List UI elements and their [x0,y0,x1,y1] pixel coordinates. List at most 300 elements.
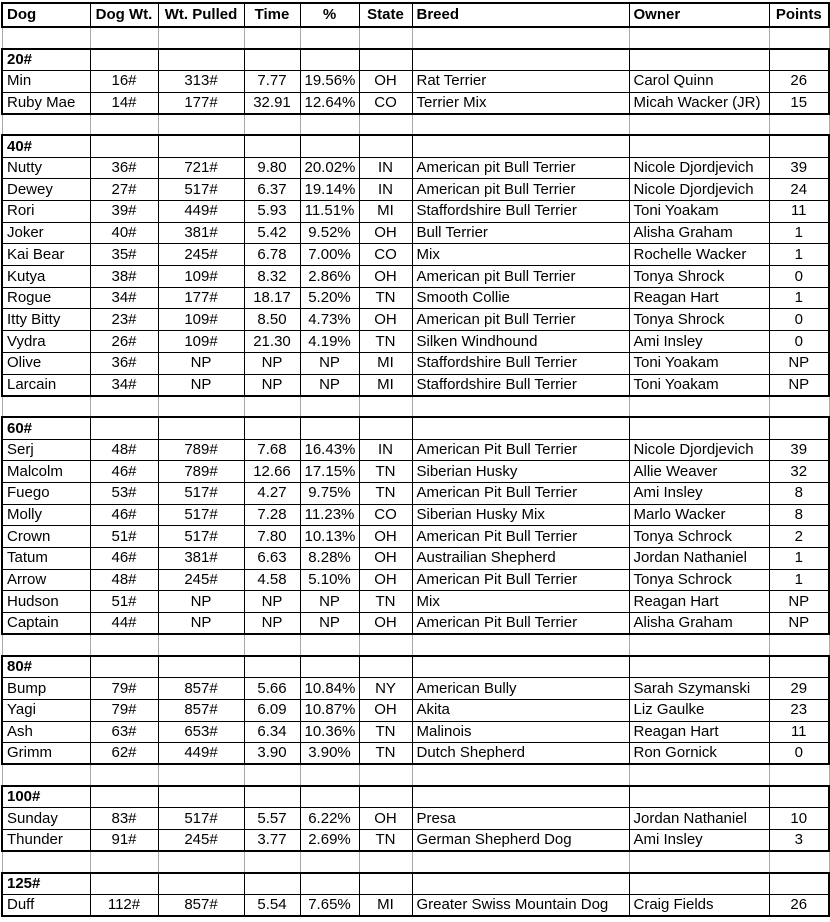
spacer-cell [2,764,90,786]
cell-wt-pulled: 109# [158,331,244,353]
cell-time: 5.66 [244,678,300,700]
cell-time: 12.66 [244,461,300,483]
cell-points: 1 [769,244,829,266]
table-row [2,331,829,353]
spacer-cell [90,396,158,418]
table-row [2,504,829,526]
cell-points: 8 [769,504,829,526]
cell-dog-wt: 51# [90,526,158,548]
cell-percent: 11.23% [300,504,359,526]
spacer-cell [359,396,412,418]
section-empty-cell [244,786,300,808]
spacer-cell [769,851,829,873]
table-header [2,3,829,27]
cell-owner: Micah Wacker (JR) [629,92,769,114]
table-row [2,352,829,374]
cell-dog-wt: 40# [90,222,158,244]
cell-wt-pulled: 449# [158,201,244,223]
section-header-row [2,417,829,439]
spacer-cell [158,764,244,786]
cell-owner: Tonya Schrock [629,526,769,548]
table-row [2,895,829,917]
section-header-row [2,873,829,895]
section-empty-cell [359,49,412,71]
cell-dog-wt: 46# [90,548,158,570]
cell-wt-pulled: 177# [158,287,244,309]
cell-breed: Dutch Shepherd [412,743,629,765]
section-empty-cell [769,49,829,71]
spacer-row [2,27,829,49]
table-row [2,721,829,743]
cell-wt-pulled: 517# [158,504,244,526]
cell-state: CO [359,92,412,114]
cell-owner: Marlo Wacker [629,504,769,526]
column-header-time: Time [244,3,300,27]
cell-time: 5.42 [244,222,300,244]
cell-dog-wt: 34# [90,374,158,396]
spacer-cell [2,27,90,49]
cell-breed: American pit Bull Terrier [412,157,629,179]
spacer-row [2,764,829,786]
cell-wt-pulled: 245# [158,829,244,851]
cell-state: OH [359,526,412,548]
cell-owner: Allie Weaver [629,461,769,483]
column-header-breed: Breed [412,3,629,27]
cell-state: TN [359,829,412,851]
cell-state: TN [359,482,412,504]
cell-time: NP [244,613,300,635]
cell-dog: Kutya [2,266,90,288]
cell-dog-wt: 48# [90,569,158,591]
cell-breed: Staffordshire Bull Terrier [412,201,629,223]
spacer-cell [359,764,412,786]
cell-time: 4.58 [244,569,300,591]
cell-owner: Carol Quinn [629,70,769,92]
cell-state: OH [359,808,412,830]
cell-wt-pulled: 789# [158,439,244,461]
cell-points: 26 [769,70,829,92]
cell-state: OH [359,699,412,721]
cell-state: TN [359,287,412,309]
cell-state: OH [359,266,412,288]
cell-percent: 10.36% [300,721,359,743]
cell-dog-wt: 23# [90,309,158,331]
cell-breed: Greater Swiss Mountain Dog [412,895,629,917]
cell-dog-wt: 48# [90,439,158,461]
spacer-cell [244,114,300,136]
cell-dog-wt: 46# [90,461,158,483]
cell-percent: 2.86% [300,266,359,288]
table-row [2,70,829,92]
cell-breed: American Pit Bull Terrier [412,613,629,635]
cell-owner: Toni Yoakam [629,352,769,374]
cell-dog-wt: 79# [90,699,158,721]
cell-time: 8.32 [244,266,300,288]
cell-wt-pulled: 313# [158,70,244,92]
cell-breed: American Pit Bull Terrier [412,569,629,591]
cell-points: 23 [769,699,829,721]
table-row [2,591,829,613]
cell-points: 15 [769,92,829,114]
cell-state: OH [359,222,412,244]
cell-wt-pulled: 721# [158,157,244,179]
table-row [2,613,829,635]
spacer-cell [2,396,90,418]
cell-points: NP [769,591,829,613]
table-row [2,482,829,504]
cell-wt-pulled: 789# [158,461,244,483]
section-empty-cell [412,656,629,678]
cell-time: 6.78 [244,244,300,266]
cell-state: MI [359,201,412,223]
cell-breed: Bull Terrier [412,222,629,244]
spacer-cell [629,851,769,873]
section-empty-cell [769,873,829,895]
spacer-row [2,114,829,136]
cell-time: 32.91 [244,92,300,114]
cell-dog-wt: 35# [90,244,158,266]
cell-wt-pulled: 381# [158,222,244,244]
spacer-cell [359,634,412,656]
section-empty-cell [158,49,244,71]
section-empty-cell [359,417,412,439]
cell-dog-wt: 112# [90,895,158,917]
section-empty-cell [300,417,359,439]
cell-dog: Ash [2,721,90,743]
spacer-cell [769,634,829,656]
cell-dog: Bump [2,678,90,700]
cell-points: NP [769,352,829,374]
spacer-cell [2,851,90,873]
cell-dog-wt: 83# [90,808,158,830]
section-empty-cell [158,786,244,808]
cell-owner: Jordan Nathaniel [629,548,769,570]
table-row [2,179,829,201]
section-label: 60# [2,417,90,439]
section-empty-cell [244,135,300,157]
cell-percent: 4.73% [300,309,359,331]
cell-wt-pulled: NP [158,374,244,396]
column-header-owner: Owner [629,3,769,27]
section-empty-cell [359,656,412,678]
section-header-row [2,49,829,71]
section-empty-cell [158,135,244,157]
cell-points: 10 [769,808,829,830]
cell-dog: Arrow [2,569,90,591]
spacer-cell [158,114,244,136]
cell-points: 32 [769,461,829,483]
spacer-cell [412,114,629,136]
cell-wt-pulled: 109# [158,266,244,288]
cell-dog: Thunder [2,829,90,851]
spacer-cell [769,396,829,418]
table-row [2,569,829,591]
cell-breed: Austrailian Shepherd [412,548,629,570]
spacer-cell [412,634,629,656]
cell-dog: Malcolm [2,461,90,483]
cell-percent: 19.14% [300,179,359,201]
spacer-cell [2,634,90,656]
cell-state: TN [359,721,412,743]
cell-wt-pulled: 449# [158,743,244,765]
table-row [2,157,829,179]
cell-dog-wt: 46# [90,504,158,526]
cell-points: 8 [769,482,829,504]
cell-state: IN [359,439,412,461]
cell-percent: 3.90% [300,743,359,765]
cell-wt-pulled: 653# [158,721,244,743]
cell-time: NP [244,352,300,374]
cell-dog-wt: 27# [90,179,158,201]
cell-dog: Ruby Mae [2,92,90,114]
section-empty-cell [359,873,412,895]
cell-owner: Nicole Djordjevich [629,157,769,179]
cell-percent: 8.28% [300,548,359,570]
cell-state: NY [359,678,412,700]
cell-dog: Rogue [2,287,90,309]
cell-percent: 7.00% [300,244,359,266]
cell-owner: Ami Insley [629,482,769,504]
cell-dog: Kai Bear [2,244,90,266]
cell-breed: Akita [412,699,629,721]
cell-points: 1 [769,222,829,244]
spacer-cell [769,764,829,786]
section-empty-cell [769,656,829,678]
cell-dog-wt: 79# [90,678,158,700]
cell-breed: Siberian Husky Mix [412,504,629,526]
cell-time: NP [244,374,300,396]
cell-dog: Sunday [2,808,90,830]
cell-points: NP [769,374,829,396]
section-header-row [2,135,829,157]
cell-breed: American pit Bull Terrier [412,309,629,331]
spacer-row [2,634,829,656]
cell-dog-wt: 63# [90,721,158,743]
cell-dog-wt: 16# [90,70,158,92]
cell-dog: Olive [2,352,90,374]
section-empty-cell [90,417,158,439]
table-row [2,92,829,114]
cell-breed: Terrier Mix [412,92,629,114]
spacer-cell [90,851,158,873]
spacer-cell [244,634,300,656]
cell-percent: 12.64% [300,92,359,114]
cell-dog-wt: 36# [90,157,158,179]
cell-time: 18.17 [244,287,300,309]
cell-points: 26 [769,895,829,917]
header-row [2,3,829,27]
cell-dog: Min [2,70,90,92]
cell-dog: Yagi [2,699,90,721]
cell-wt-pulled: NP [158,613,244,635]
cell-time: 5.57 [244,808,300,830]
cell-percent: 16.43% [300,439,359,461]
cell-owner: Tonya Shrock [629,309,769,331]
cell-points: 24 [769,179,829,201]
spacer-cell [300,396,359,418]
cell-dog-wt: 14# [90,92,158,114]
cell-points: 1 [769,287,829,309]
spacer-cell [769,114,829,136]
cell-dog: Hudson [2,591,90,613]
section-label: 80# [2,656,90,678]
cell-dog: Crown [2,526,90,548]
section-empty-cell [244,49,300,71]
cell-owner: Toni Yoakam [629,201,769,223]
cell-dog: Itty Bitty [2,309,90,331]
cell-time: 7.68 [244,439,300,461]
cell-points: 0 [769,331,829,353]
cell-breed: Mix [412,244,629,266]
cell-dog: Captain [2,613,90,635]
section-empty-cell [412,49,629,71]
table-row [2,678,829,700]
table-row [2,244,829,266]
cell-time: 6.37 [244,179,300,201]
cell-time: 7.28 [244,504,300,526]
spacer-cell [359,114,412,136]
cell-dog: Dewey [2,179,90,201]
cell-points: 11 [769,201,829,223]
table-row [2,743,829,765]
section-empty-cell [244,873,300,895]
cell-wt-pulled: 517# [158,179,244,201]
cell-time: 7.80 [244,526,300,548]
section-empty-cell [769,135,829,157]
cell-time: 3.90 [244,743,300,765]
cell-breed: Mix [412,591,629,613]
cell-state: OH [359,70,412,92]
section-empty-cell [629,656,769,678]
column-header-wt-pulled: Wt. Pulled [158,3,244,27]
cell-dog: Molly [2,504,90,526]
section-header-row [2,656,829,678]
cell-state: OH [359,309,412,331]
spacer-cell [244,396,300,418]
column-header-dog-wt: Dog Wt. [90,3,158,27]
cell-points: 29 [769,678,829,700]
section-empty-cell [412,135,629,157]
column-header-state: State [359,3,412,27]
cell-owner: Rochelle Wacker [629,244,769,266]
spacer-cell [359,851,412,873]
section-empty-cell [412,417,629,439]
section-empty-cell [300,656,359,678]
section-empty-cell [90,656,158,678]
section-empty-cell [90,135,158,157]
table-row [2,699,829,721]
cell-percent: 7.65% [300,895,359,917]
cell-dog-wt: 39# [90,201,158,223]
cell-wt-pulled: 517# [158,526,244,548]
spacer-cell [158,851,244,873]
cell-percent: 6.22% [300,808,359,830]
spacer-cell [629,27,769,49]
cell-owner: Reagan Hart [629,721,769,743]
section-empty-cell [629,49,769,71]
spacer-cell [90,634,158,656]
cell-owner: Jordan Nathaniel [629,808,769,830]
section-empty-cell [300,873,359,895]
spacer-cell [90,764,158,786]
table-row [2,374,829,396]
cell-wt-pulled: 517# [158,808,244,830]
spacer-cell [300,27,359,49]
cell-dog: Tatum [2,548,90,570]
cell-percent: 4.19% [300,331,359,353]
spacer-cell [300,764,359,786]
section-empty-cell [412,786,629,808]
cell-percent: 9.75% [300,482,359,504]
cell-state: MI [359,374,412,396]
cell-breed: Smooth Collie [412,287,629,309]
cell-owner: Toni Yoakam [629,374,769,396]
cell-state: TN [359,331,412,353]
cell-dog-wt: 44# [90,613,158,635]
cell-wt-pulled: NP [158,591,244,613]
spacer-cell [359,27,412,49]
spacer-cell [300,114,359,136]
spacer-cell [412,27,629,49]
table-row [2,526,829,548]
cell-time: 5.93 [244,201,300,223]
cell-breed: American Bully [412,678,629,700]
cell-percent: 10.84% [300,678,359,700]
cell-percent: NP [300,352,359,374]
spacer-cell [158,396,244,418]
cell-dog: Nutty [2,157,90,179]
table-row [2,287,829,309]
cell-points: 1 [769,569,829,591]
cell-time: 9.80 [244,157,300,179]
cell-state: MI [359,895,412,917]
cell-breed: Staffordshire Bull Terrier [412,352,629,374]
cell-points: 3 [769,829,829,851]
table-row [2,439,829,461]
section-empty-cell [629,417,769,439]
cell-points: 39 [769,157,829,179]
section-empty-cell [359,786,412,808]
cell-breed: Rat Terrier [412,70,629,92]
table-row [2,222,829,244]
cell-time: 21.30 [244,331,300,353]
cell-percent: 17.15% [300,461,359,483]
cell-percent: 9.52% [300,222,359,244]
section-empty-cell [90,786,158,808]
spacer-cell [158,27,244,49]
section-empty-cell [769,417,829,439]
cell-owner: Alisha Graham [629,613,769,635]
section-empty-cell [412,873,629,895]
section-empty-cell [158,417,244,439]
results-table [1,2,830,917]
cell-state: MI [359,352,412,374]
section-label: 100# [2,786,90,808]
cell-dog-wt: 91# [90,829,158,851]
cell-state: TN [359,743,412,765]
cell-owner: Nicole Djordjevich [629,439,769,461]
column-header-dog: Dog [2,3,90,27]
cell-owner: Reagan Hart [629,287,769,309]
cell-state: IN [359,157,412,179]
cell-dog: Joker [2,222,90,244]
cell-time: 6.34 [244,721,300,743]
cell-owner: Tonya Shrock [629,266,769,288]
spacer-cell [629,396,769,418]
spacer-row [2,396,829,418]
section-empty-cell [359,135,412,157]
cell-wt-pulled: 177# [158,92,244,114]
